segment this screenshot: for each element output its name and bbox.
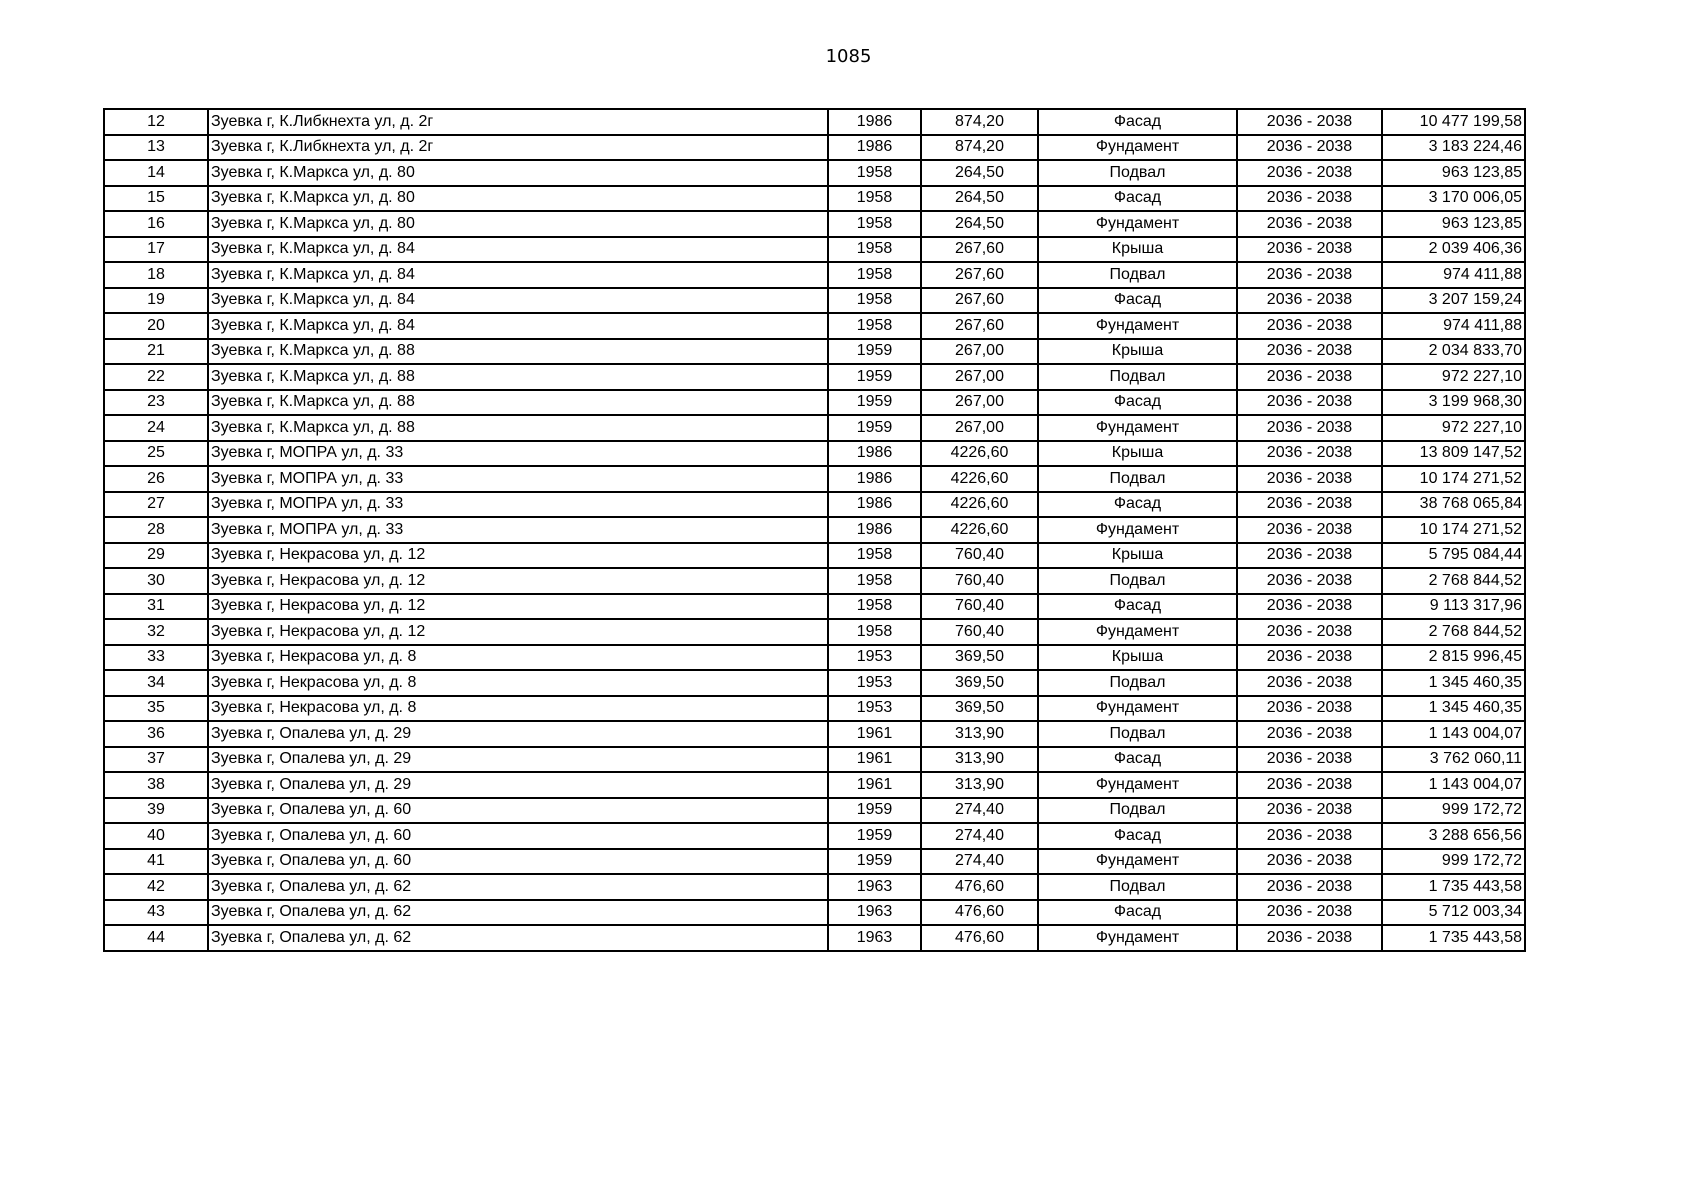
- repair-cost-cell: 1 345 460,35: [1382, 670, 1525, 696]
- repair-period-cell: 2036 - 2038: [1237, 619, 1382, 645]
- structural-element-cell: Фундамент: [1038, 696, 1237, 722]
- structural-element-cell: Фундамент: [1038, 211, 1237, 237]
- table-row: [104, 798, 1525, 824]
- row-number-cell: 41: [104, 849, 208, 875]
- registry-table-body: [104, 109, 1525, 951]
- structural-element-cell: Крыша: [1038, 237, 1237, 263]
- structural-element-cell: Фундамент: [1038, 313, 1237, 339]
- build-year-cell: 1953: [828, 645, 921, 671]
- build-year-cell: 1963: [828, 900, 921, 926]
- table-row: [104, 874, 1525, 900]
- area-cell: 313,90: [921, 747, 1038, 773]
- address-cell: Зуевка г, Некрасова ул, д. 8: [208, 696, 828, 722]
- table-row: [104, 849, 1525, 875]
- area-cell: 369,50: [921, 670, 1038, 696]
- build-year-cell: 1958: [828, 594, 921, 620]
- address-cell: Зуевка г, Некрасова ул, д. 12: [208, 568, 828, 594]
- address-cell: Зуевка г, К.Маркса ул, д. 88: [208, 364, 828, 390]
- build-year-cell: 1986: [828, 492, 921, 518]
- row-number-cell: 14: [104, 160, 208, 186]
- repair-cost-cell: 1 345 460,35: [1382, 696, 1525, 722]
- table-row: [104, 339, 1525, 365]
- area-cell: 267,00: [921, 415, 1038, 441]
- table-row: [104, 696, 1525, 722]
- repair-cost-cell: 1 735 443,58: [1382, 874, 1525, 900]
- row-number-cell: 12: [104, 109, 208, 135]
- repair-period-cell: 2036 - 2038: [1237, 874, 1382, 900]
- repair-cost-cell: 2 034 833,70: [1382, 339, 1525, 365]
- structural-element-cell: Фасад: [1038, 390, 1237, 416]
- address-cell: Зуевка г, Опалева ул, д. 29: [208, 721, 828, 747]
- row-number-cell: 24: [104, 415, 208, 441]
- repair-period-cell: 2036 - 2038: [1237, 390, 1382, 416]
- repair-cost-cell: 3 183 224,46: [1382, 135, 1525, 161]
- area-cell: 313,90: [921, 721, 1038, 747]
- build-year-cell: 1986: [828, 466, 921, 492]
- area-cell: 760,40: [921, 568, 1038, 594]
- build-year-cell: 1958: [828, 262, 921, 288]
- address-cell: Зуевка г, Опалева ул, д. 60: [208, 798, 828, 824]
- repair-cost-cell: 2 768 844,52: [1382, 619, 1525, 645]
- table-row: [104, 441, 1525, 467]
- address-cell: Зуевка г, К.Маркса ул, д. 84: [208, 262, 828, 288]
- area-cell: 274,40: [921, 849, 1038, 875]
- row-number-cell: 25: [104, 441, 208, 467]
- address-cell: Зуевка г, Опалева ул, д. 60: [208, 849, 828, 875]
- repair-period-cell: 2036 - 2038: [1237, 262, 1382, 288]
- address-cell: Зуевка г, К.Маркса ул, д. 80: [208, 186, 828, 212]
- area-cell: 264,50: [921, 160, 1038, 186]
- table-row: [104, 109, 1525, 135]
- area-cell: 760,40: [921, 543, 1038, 569]
- repair-cost-cell: 3 762 060,11: [1382, 747, 1525, 773]
- row-number-cell: 22: [104, 364, 208, 390]
- address-cell: Зуевка г, К.Маркса ул, д. 88: [208, 390, 828, 416]
- row-number-cell: 34: [104, 670, 208, 696]
- area-cell: 874,20: [921, 135, 1038, 161]
- row-number-cell: 19: [104, 288, 208, 314]
- repair-period-cell: 2036 - 2038: [1237, 441, 1382, 467]
- address-cell: Зуевка г, К.Либкнехта ул, д. 2г: [208, 109, 828, 135]
- row-number-cell: 38: [104, 772, 208, 798]
- repair-period-cell: 2036 - 2038: [1237, 109, 1382, 135]
- repair-cost-cell: 963 123,85: [1382, 160, 1525, 186]
- structural-element-cell: Фасад: [1038, 288, 1237, 314]
- build-year-cell: 1961: [828, 772, 921, 798]
- build-year-cell: 1986: [828, 135, 921, 161]
- table-row: [104, 568, 1525, 594]
- structural-element-cell: Подвал: [1038, 874, 1237, 900]
- row-number-cell: 17: [104, 237, 208, 263]
- area-cell: 760,40: [921, 619, 1038, 645]
- address-cell: Зуевка г, Некрасова ул, д. 12: [208, 594, 828, 620]
- address-cell: Зуевка г, К.Маркса ул, д. 88: [208, 415, 828, 441]
- row-number-cell: 33: [104, 645, 208, 671]
- repair-period-cell: 2036 - 2038: [1237, 364, 1382, 390]
- build-year-cell: 1958: [828, 288, 921, 314]
- table-row: [104, 772, 1525, 798]
- build-year-cell: 1959: [828, 849, 921, 875]
- repair-cost-cell: 10 174 271,52: [1382, 517, 1525, 543]
- area-cell: 264,50: [921, 186, 1038, 212]
- table-row: [104, 466, 1525, 492]
- repair-period-cell: 2036 - 2038: [1237, 135, 1382, 161]
- repair-cost-cell: 10 174 271,52: [1382, 466, 1525, 492]
- repair-period-cell: 2036 - 2038: [1237, 543, 1382, 569]
- repair-cost-cell: 963 123,85: [1382, 211, 1525, 237]
- structural-element-cell: Подвал: [1038, 721, 1237, 747]
- table-row: [104, 925, 1525, 951]
- repair-cost-cell: 999 172,72: [1382, 798, 1525, 824]
- table-row: [104, 670, 1525, 696]
- row-number-cell: 30: [104, 568, 208, 594]
- area-cell: 267,00: [921, 339, 1038, 365]
- area-cell: 476,60: [921, 925, 1038, 951]
- repair-period-cell: 2036 - 2038: [1237, 492, 1382, 518]
- table-row: [104, 390, 1525, 416]
- address-cell: Зуевка г, К.Маркса ул, д. 84: [208, 288, 828, 314]
- area-cell: 264,50: [921, 211, 1038, 237]
- address-cell: Зуевка г, Некрасова ул, д. 8: [208, 670, 828, 696]
- build-year-cell: 1958: [828, 313, 921, 339]
- repair-period-cell: 2036 - 2038: [1237, 568, 1382, 594]
- address-cell: Зуевка г, К.Либкнехта ул, д. 2г: [208, 135, 828, 161]
- address-cell: Зуевка г, К.Маркса ул, д. 84: [208, 237, 828, 263]
- area-cell: 274,40: [921, 798, 1038, 824]
- build-year-cell: 1959: [828, 415, 921, 441]
- structural-element-cell: Подвал: [1038, 160, 1237, 186]
- row-number-cell: 32: [104, 619, 208, 645]
- structural-element-cell: Подвал: [1038, 262, 1237, 288]
- repair-period-cell: 2036 - 2038: [1237, 339, 1382, 365]
- address-cell: Зуевка г, К.Маркса ул, д. 80: [208, 211, 828, 237]
- build-year-cell: 1953: [828, 670, 921, 696]
- table-row: [104, 517, 1525, 543]
- area-cell: 267,00: [921, 390, 1038, 416]
- row-number-cell: 15: [104, 186, 208, 212]
- build-year-cell: 1959: [828, 823, 921, 849]
- row-number-cell: 27: [104, 492, 208, 518]
- area-cell: 4226,60: [921, 466, 1038, 492]
- repair-cost-cell: 974 411,88: [1382, 313, 1525, 339]
- structural-element-cell: Крыша: [1038, 339, 1237, 365]
- row-number-cell: 44: [104, 925, 208, 951]
- table-row: [104, 313, 1525, 339]
- repair-cost-cell: 3 207 159,24: [1382, 288, 1525, 314]
- repair-period-cell: 2036 - 2038: [1237, 288, 1382, 314]
- structural-element-cell: Фундамент: [1038, 619, 1237, 645]
- area-cell: 476,60: [921, 874, 1038, 900]
- address-cell: Зуевка г, Опалева ул, д. 29: [208, 772, 828, 798]
- area-cell: 267,00: [921, 364, 1038, 390]
- structural-element-cell: Фасад: [1038, 109, 1237, 135]
- repair-period-cell: 2036 - 2038: [1237, 696, 1382, 722]
- build-year-cell: 1963: [828, 925, 921, 951]
- repair-period-cell: 2036 - 2038: [1237, 798, 1382, 824]
- structural-element-cell: Фундамент: [1038, 925, 1237, 951]
- area-cell: 476,60: [921, 900, 1038, 926]
- row-number-cell: 13: [104, 135, 208, 161]
- address-cell: Зуевка г, К.Маркса ул, д. 80: [208, 160, 828, 186]
- build-year-cell: 1986: [828, 517, 921, 543]
- row-number-cell: 16: [104, 211, 208, 237]
- area-cell: 267,60: [921, 262, 1038, 288]
- row-number-cell: 31: [104, 594, 208, 620]
- build-year-cell: 1958: [828, 211, 921, 237]
- table-row: [104, 186, 1525, 212]
- table-row: [104, 747, 1525, 773]
- build-year-cell: 1958: [828, 186, 921, 212]
- area-cell: 267,60: [921, 313, 1038, 339]
- build-year-cell: 1986: [828, 441, 921, 467]
- area-cell: 4226,60: [921, 441, 1038, 467]
- structural-element-cell: Фасад: [1038, 594, 1237, 620]
- area-cell: 4226,60: [921, 492, 1038, 518]
- row-number-cell: 18: [104, 262, 208, 288]
- table-row: [104, 288, 1525, 314]
- repair-period-cell: 2036 - 2038: [1237, 594, 1382, 620]
- area-cell: 267,60: [921, 288, 1038, 314]
- repair-cost-cell: 3 170 006,05: [1382, 186, 1525, 212]
- repair-period-cell: 2036 - 2038: [1237, 415, 1382, 441]
- build-year-cell: 1961: [828, 721, 921, 747]
- area-cell: 267,60: [921, 237, 1038, 263]
- structural-element-cell: Подвал: [1038, 798, 1237, 824]
- build-year-cell: 1958: [828, 568, 921, 594]
- repair-period-cell: 2036 - 2038: [1237, 160, 1382, 186]
- row-number-cell: 26: [104, 466, 208, 492]
- repair-cost-cell: 972 227,10: [1382, 415, 1525, 441]
- address-cell: Зуевка г, К.Маркса ул, д. 88: [208, 339, 828, 365]
- repair-cost-cell: 2 768 844,52: [1382, 568, 1525, 594]
- address-cell: Зуевка г, Опалева ул, д. 62: [208, 900, 828, 926]
- structural-element-cell: Фундамент: [1038, 772, 1237, 798]
- structural-element-cell: Фасад: [1038, 492, 1237, 518]
- registry-table: [103, 108, 1526, 952]
- table-row: [104, 645, 1525, 671]
- table-row: [104, 160, 1525, 186]
- area-cell: 369,50: [921, 645, 1038, 671]
- address-cell: Зуевка г, Опалева ул, д. 29: [208, 747, 828, 773]
- table-row: [104, 721, 1525, 747]
- row-number-cell: 23: [104, 390, 208, 416]
- area-cell: 313,90: [921, 772, 1038, 798]
- repair-cost-cell: 999 172,72: [1382, 849, 1525, 875]
- repair-period-cell: 2036 - 2038: [1237, 900, 1382, 926]
- structural-element-cell: Фасад: [1038, 823, 1237, 849]
- repair-period-cell: 2036 - 2038: [1237, 517, 1382, 543]
- area-cell: 760,40: [921, 594, 1038, 620]
- structural-element-cell: Фундамент: [1038, 135, 1237, 161]
- repair-period-cell: 2036 - 2038: [1237, 313, 1382, 339]
- repair-period-cell: 2036 - 2038: [1237, 186, 1382, 212]
- address-cell: Зуевка г, МОПРА ул, д. 33: [208, 492, 828, 518]
- build-year-cell: 1958: [828, 619, 921, 645]
- table-row: [104, 823, 1525, 849]
- row-number-cell: 35: [104, 696, 208, 722]
- table-row: [104, 135, 1525, 161]
- repair-cost-cell: 972 227,10: [1382, 364, 1525, 390]
- repair-cost-cell: 3 288 656,56: [1382, 823, 1525, 849]
- structural-element-cell: Крыша: [1038, 543, 1237, 569]
- build-year-cell: 1986: [828, 109, 921, 135]
- address-cell: Зуевка г, МОПРА ул, д. 33: [208, 466, 828, 492]
- address-cell: Зуевка г, К.Маркса ул, д. 84: [208, 313, 828, 339]
- repair-cost-cell: 1 143 004,07: [1382, 721, 1525, 747]
- repair-cost-cell: 38 768 065,84: [1382, 492, 1525, 518]
- repair-period-cell: 2036 - 2038: [1237, 747, 1382, 773]
- row-number-cell: 29: [104, 543, 208, 569]
- structural-element-cell: Подвал: [1038, 568, 1237, 594]
- build-year-cell: 1959: [828, 390, 921, 416]
- table-row: [104, 594, 1525, 620]
- structural-element-cell: Фундамент: [1038, 517, 1237, 543]
- structural-element-cell: Подвал: [1038, 670, 1237, 696]
- table-row: [104, 492, 1525, 518]
- repair-cost-cell: 10 477 199,58: [1382, 109, 1525, 135]
- repair-period-cell: 2036 - 2038: [1237, 925, 1382, 951]
- build-year-cell: 1959: [828, 339, 921, 365]
- repair-cost-cell: 974 411,88: [1382, 262, 1525, 288]
- repair-cost-cell: 1 143 004,07: [1382, 772, 1525, 798]
- repair-cost-cell: 5 795 084,44: [1382, 543, 1525, 569]
- address-cell: Зуевка г, МОПРА ул, д. 33: [208, 517, 828, 543]
- table-row: [104, 262, 1525, 288]
- repair-period-cell: 2036 - 2038: [1237, 772, 1382, 798]
- structural-element-cell: Крыша: [1038, 441, 1237, 467]
- area-cell: 874,20: [921, 109, 1038, 135]
- table-row: [104, 364, 1525, 390]
- repair-period-cell: 2036 - 2038: [1237, 670, 1382, 696]
- address-cell: Зуевка г, Некрасова ул, д. 8: [208, 645, 828, 671]
- build-year-cell: 1958: [828, 543, 921, 569]
- build-year-cell: 1959: [828, 364, 921, 390]
- page-number: 1085: [825, 46, 872, 67]
- structural-element-cell: Фасад: [1038, 186, 1237, 212]
- address-cell: Зуевка г, Опалева ул, д. 60: [208, 823, 828, 849]
- row-number-cell: 43: [104, 900, 208, 926]
- repair-period-cell: 2036 - 2038: [1237, 211, 1382, 237]
- row-number-cell: 42: [104, 874, 208, 900]
- repair-cost-cell: 9 113 317,96: [1382, 594, 1525, 620]
- structural-element-cell: Фундамент: [1038, 849, 1237, 875]
- repair-period-cell: 2036 - 2038: [1237, 645, 1382, 671]
- table-row: [104, 415, 1525, 441]
- area-cell: 4226,60: [921, 517, 1038, 543]
- area-cell: 274,40: [921, 823, 1038, 849]
- structural-element-cell: Подвал: [1038, 466, 1237, 492]
- row-number-cell: 39: [104, 798, 208, 824]
- repair-period-cell: 2036 - 2038: [1237, 823, 1382, 849]
- structural-element-cell: Крыша: [1038, 645, 1237, 671]
- repair-cost-cell: 2 039 406,36: [1382, 237, 1525, 263]
- address-cell: Зуевка г, Опалева ул, д. 62: [208, 874, 828, 900]
- build-year-cell: 1958: [828, 160, 921, 186]
- address-cell: Зуевка г, МОПРА ул, д. 33: [208, 441, 828, 467]
- table-row: [104, 543, 1525, 569]
- structural-element-cell: Подвал: [1038, 364, 1237, 390]
- build-year-cell: 1959: [828, 798, 921, 824]
- table-row: [104, 619, 1525, 645]
- structural-element-cell: Фасад: [1038, 747, 1237, 773]
- area-cell: 369,50: [921, 696, 1038, 722]
- structural-element-cell: Фундамент: [1038, 415, 1237, 441]
- repair-cost-cell: 5 712 003,34: [1382, 900, 1525, 926]
- row-number-cell: 40: [104, 823, 208, 849]
- row-number-cell: 36: [104, 721, 208, 747]
- table-row: [104, 237, 1525, 263]
- build-year-cell: 1961: [828, 747, 921, 773]
- address-cell: Зуевка г, Опалева ул, д. 62: [208, 925, 828, 951]
- table-row: [104, 211, 1525, 237]
- row-number-cell: 28: [104, 517, 208, 543]
- repair-period-cell: 2036 - 2038: [1237, 466, 1382, 492]
- repair-cost-cell: 2 815 996,45: [1382, 645, 1525, 671]
- build-year-cell: 1958: [828, 237, 921, 263]
- repair-period-cell: 2036 - 2038: [1237, 237, 1382, 263]
- repair-cost-cell: 1 735 443,58: [1382, 925, 1525, 951]
- build-year-cell: 1953: [828, 696, 921, 722]
- row-number-cell: 21: [104, 339, 208, 365]
- repair-period-cell: 2036 - 2038: [1237, 721, 1382, 747]
- row-number-cell: 37: [104, 747, 208, 773]
- structural-element-cell: Фасад: [1038, 900, 1237, 926]
- repair-cost-cell: 3 199 968,30: [1382, 390, 1525, 416]
- build-year-cell: 1963: [828, 874, 921, 900]
- table-row: [104, 900, 1525, 926]
- repair-cost-cell: 13 809 147,52: [1382, 441, 1525, 467]
- row-number-cell: 20: [104, 313, 208, 339]
- repair-period-cell: 2036 - 2038: [1237, 849, 1382, 875]
- address-cell: Зуевка г, Некрасова ул, д. 12: [208, 619, 828, 645]
- address-cell: Зуевка г, Некрасова ул, д. 12: [208, 543, 828, 569]
